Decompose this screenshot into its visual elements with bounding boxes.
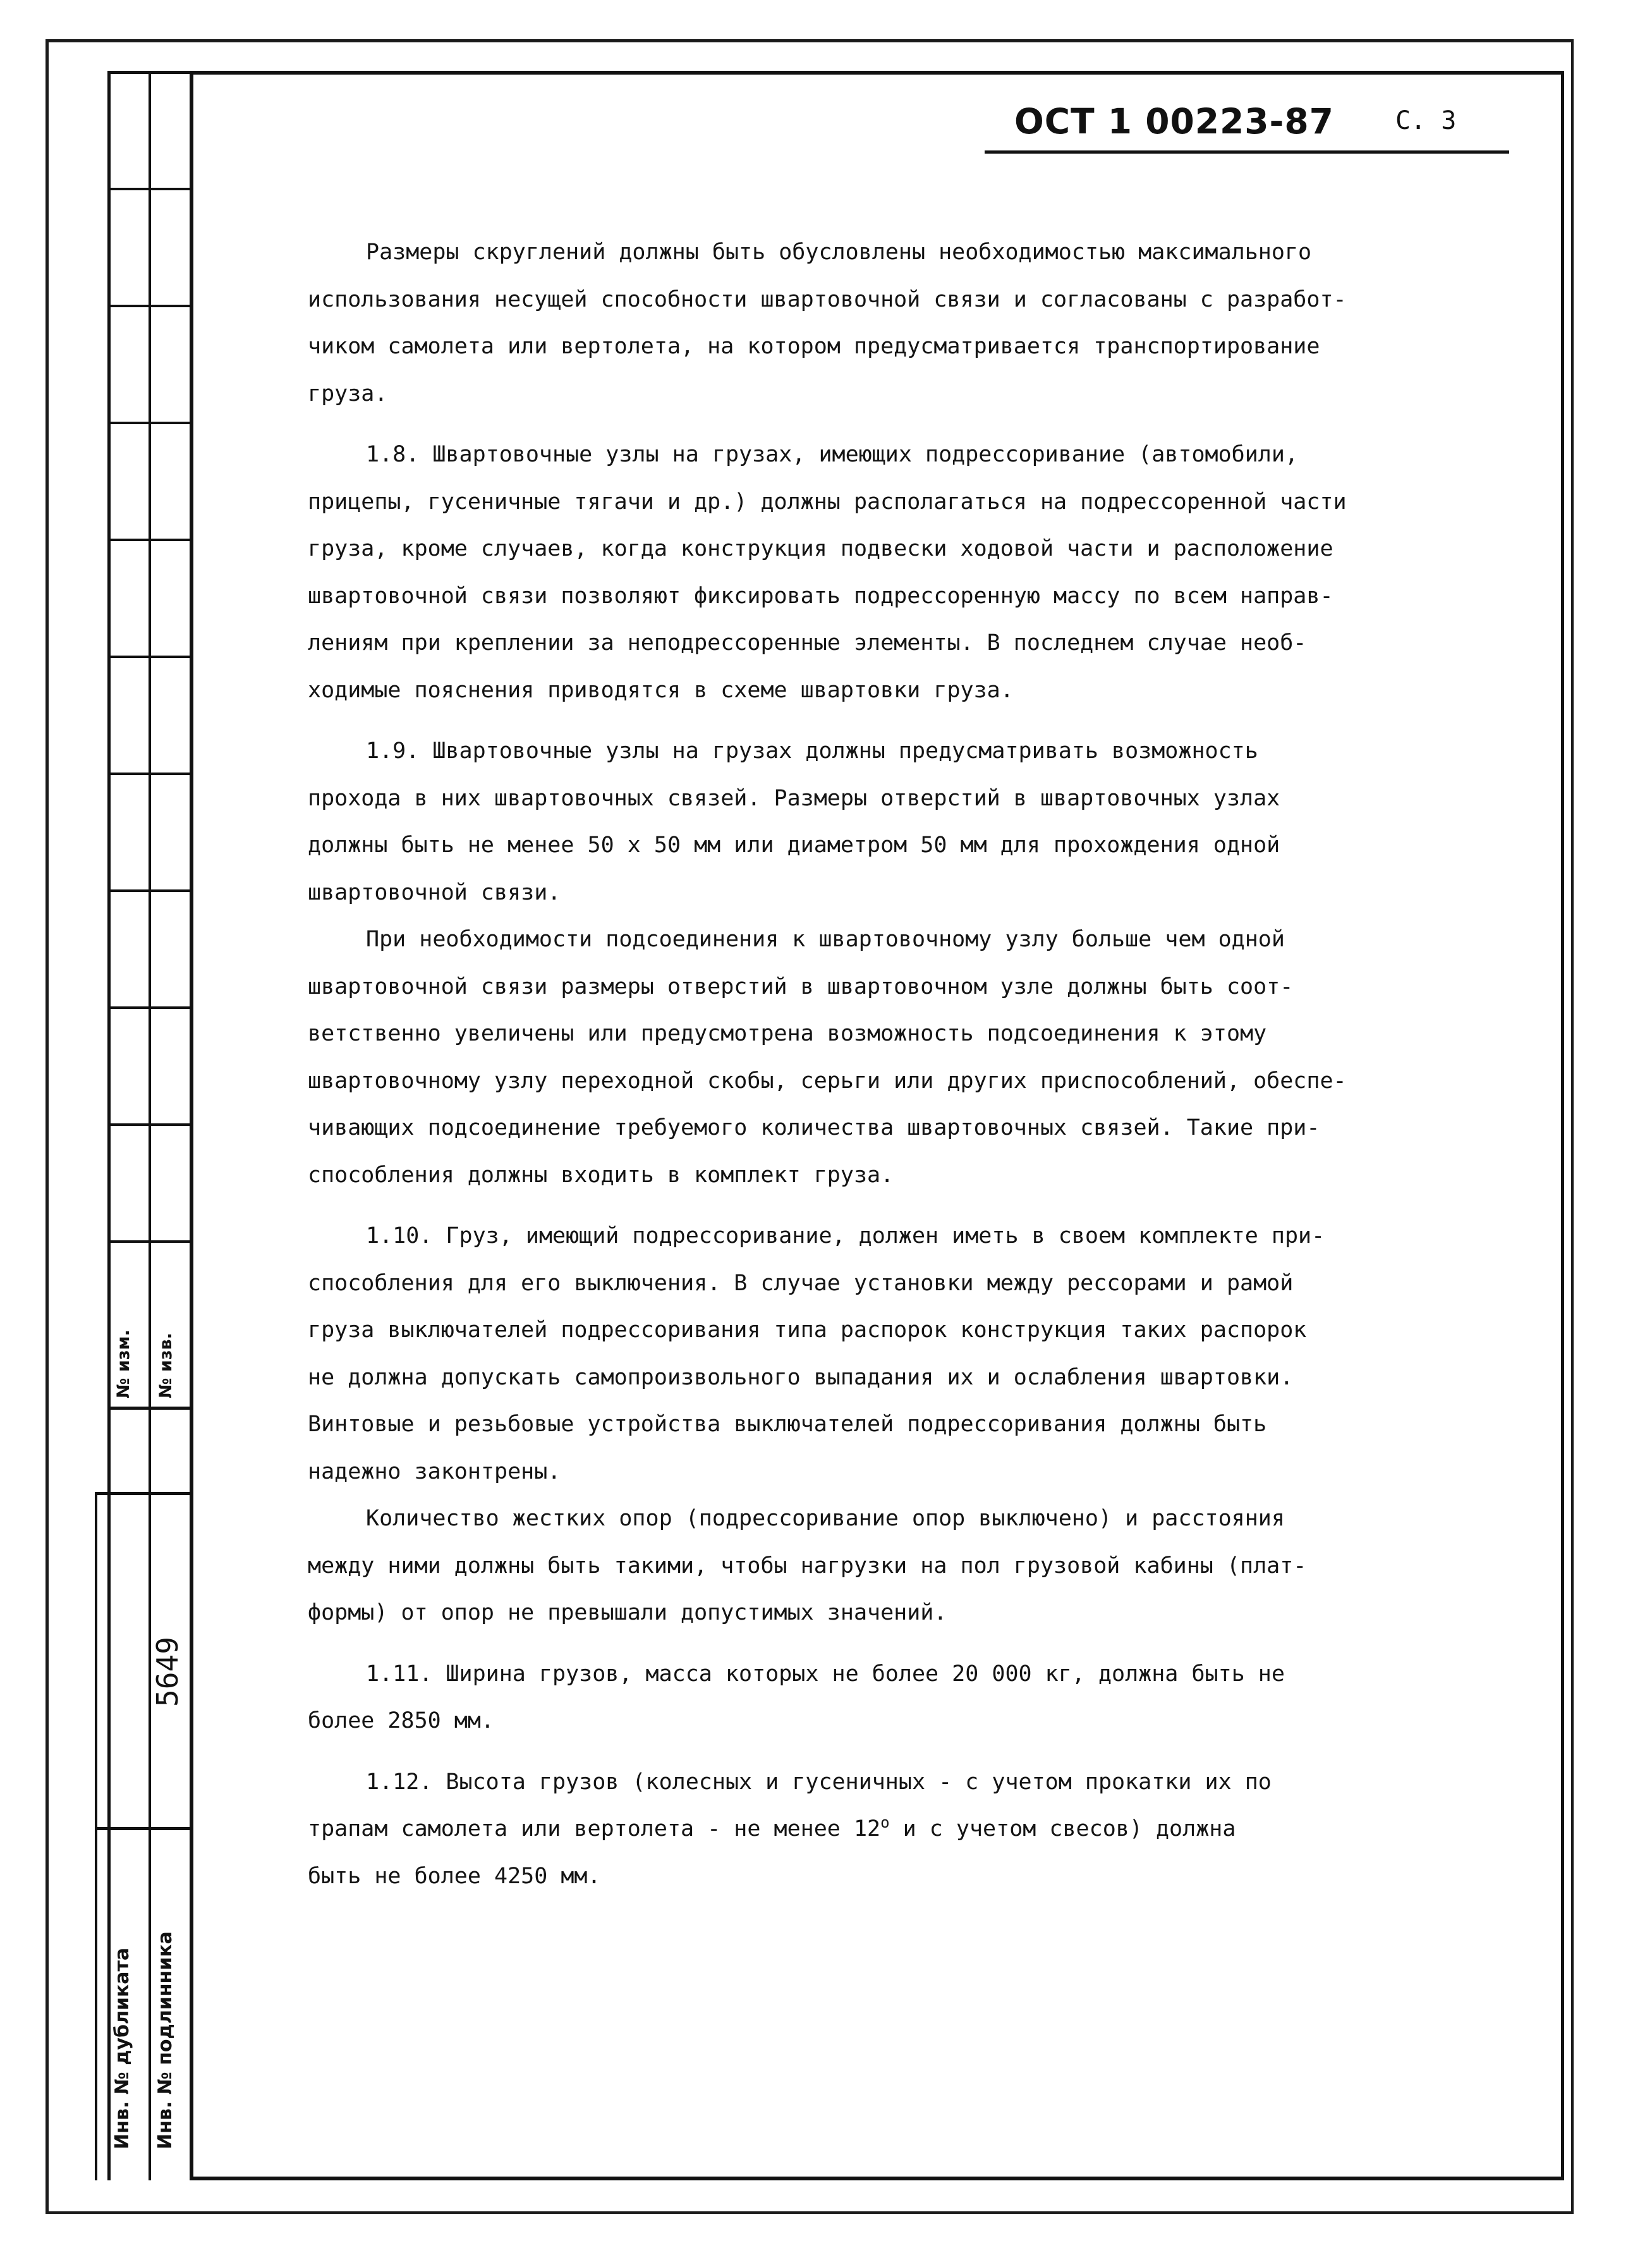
text-fragment: трапам самолета или вертолета - не менее 12 (308, 1816, 881, 1842)
paragraph-line: При необходимости подсоединения к швартовочному узлу больше чем одной (366, 927, 1285, 952)
text-fragment: и с учетом свесов) должна (889, 1816, 1236, 1842)
label-inv-dublikata: Инв. № дубликата (111, 1947, 133, 2149)
stamp-row-line (107, 305, 193, 307)
stamp-row-line (95, 1492, 193, 1495)
paragraph-line: между ними должны быть такими, чтобы нагрузки на пол грузовой кабины (плат- (308, 1553, 1307, 1579)
stamp-row-line (107, 1407, 193, 1410)
paragraph-line: Размеры скруглений должны быть обусловлены необходимостью максимального (366, 240, 1312, 265)
inv-number: 5649 (150, 1637, 185, 1707)
paragraph-line: чивающих подсоединение требуемого количества швартовочных связей. Такие при- (308, 1115, 1320, 1140)
stamp-row-line (107, 188, 193, 190)
paragraph-line: швартовочной связи позволяют фиксировать подрессоренную массу по всем направ- (308, 583, 1333, 609)
paragraph-line: груза. (308, 381, 388, 406)
stamp-row-line (107, 656, 193, 658)
paragraph-line: швартовочной связи. (308, 879, 561, 905)
paragraph-line: 1.9. Швартовочные узлы на грузах должны предусматривать возможность (366, 738, 1258, 764)
paragraph-line: 1.12. Высота грузов (колесных и гусеничных - с учетом прокатки их по (366, 1769, 1272, 1795)
paragraph-line: 1.10. Груз, имеющий подрессоривание, должен иметь в своем комплекте при- (366, 1223, 1325, 1249)
paragraph-line: способления для его выключения. В случае установки между рессорами и рамой (308, 1270, 1294, 1296)
paragraph-line: использования несущей способности швартовочной связи и согласованы с разработ- (308, 286, 1347, 312)
paragraph-line: не должна допускать самопроизвольного выпадания их и ослабления швартовки. (308, 1364, 1294, 1390)
stamp-row-line (107, 773, 193, 775)
paragraph-line: прохода в них швартовочных связей. Размеры отверстий в швартовочных узлах (308, 785, 1280, 811)
paragraph-line: быть не более 4250 мм. (308, 1863, 601, 1889)
label-izv: № изв. (156, 1333, 176, 1398)
paragraph-line: 1.8. Швартовочные узлы на грузах, имеющих подрессоривание (автомобили, (366, 442, 1299, 467)
paragraph-line: должны быть не менее 50 x 50 мм или диаметром 50 мм для прохождения одной (308, 833, 1280, 858)
stamp-top-line (107, 71, 193, 74)
paragraph-line: надежно законтрены. (308, 1458, 561, 1484)
page-number: С. 3 (1395, 106, 1457, 135)
paragraph-line: лениям при креплении за неподрессоренные элементы. В последнем случае необ- (308, 630, 1307, 656)
paragraph-line: Винтовые и резьбовые устройства выключателей подрессоривания должны быть (308, 1412, 1267, 1437)
stamp-row-line (95, 1827, 193, 1830)
paragraph-line: груза выключателей подрессоривания типа распорок конструкция таких распорок (308, 1317, 1307, 1343)
paragraph-line: швартовочной связи размеры отверстий в швартовочном узле должны быть соот- (308, 974, 1294, 999)
stamp-column-line-2 (149, 73, 151, 2180)
header-underline (985, 150, 1509, 154)
paragraph-line: более 2850 мм. (308, 1708, 495, 1733)
degree-sign: o (880, 1814, 890, 1831)
paragraph-line: груза, кроме случаев, когда конструкция подвески ходовой части и расположение (308, 536, 1333, 561)
stamp-row-line (107, 422, 193, 424)
paragraph-line: 1.11. Ширина грузов, масса которых не более 20 000 кг, должна быть не (366, 1661, 1285, 1687)
stamp-row-line (107, 1240, 193, 1243)
stamp-row-line (107, 1006, 193, 1009)
label-izm: № изм. (114, 1329, 133, 1398)
label-inv-podlinnika: Инв. № подлинника (154, 1931, 176, 2149)
document-body (308, 229, 1445, 1900)
paragraph-line: формы) от опор не превышали допустимых значений. (308, 1600, 947, 1625)
stamp-lower-left-line (95, 1492, 97, 2180)
document-number: ОСТ 1 00223-87 (1014, 101, 1334, 142)
stamp-row-line (107, 539, 193, 541)
stamp-row-line (107, 889, 193, 892)
paragraph-line: Количество жестких опор (подрессоривание опор выключено) и расстояния (366, 1506, 1285, 1531)
paragraph-line: ветственно увеличены или предусмотрена возможность подсоединения к этому (308, 1021, 1267, 1046)
paragraph-line (308, 1805, 1445, 1853)
paragraph-line: швартовочному узлу переходной скобы, серьги или других приспособлений, обеспе- (308, 1068, 1347, 1094)
paragraph-line: чиком самолета или вертолета, на котором предусматривается транспортирование (308, 334, 1320, 359)
paragraph-line: способления должны входить в комплект груза. (308, 1162, 894, 1188)
paragraph-line: прицепы, гусеничные тягачи и др.) должны располагаться на подрессоренной части (308, 489, 1347, 515)
stamp-row-line (107, 1123, 193, 1126)
stamp-column-line-1 (107, 73, 111, 2180)
paragraph-line: ходимые пояснения приводятся в схеме швартовки груза. (308, 677, 1014, 703)
